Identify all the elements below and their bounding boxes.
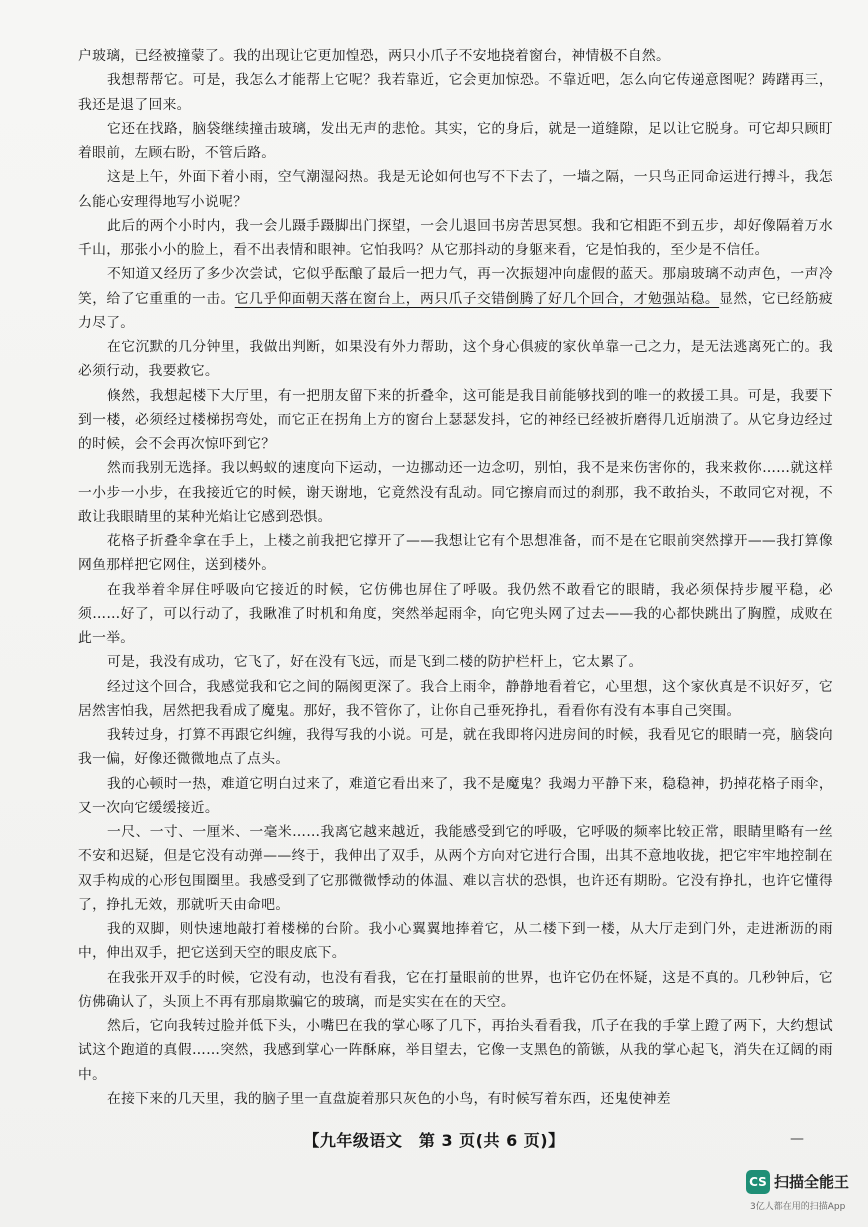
scanner-watermark (746, 1170, 856, 1220)
paragraph-text: 它还在找路，脑袋继续撞击玻璃，发出无声的悲怆。其实，它的身后，就是一道缝隙，足以让它脱身。可它却只顾盯着眼前，左顾右盼，不管后路。 (78, 120, 833, 161)
paragraph (78, 214, 833, 263)
paragraph-text-after: 显然，它已经筋疲力尽了。 (78, 290, 833, 331)
paragraph-text: 在我举着伞屏住呼吸向它接近的时候，它仿佛也屏住了呼吸。我仍然不敢看它的眼睛，我必须保持步履平稳，必须……好了，可以行动了，我瞅准了时机和角度，突然举起雨伞，向它兜头网了过去——我的心都快跳出了胸膛，成败在此一举。 (78, 581, 833, 646)
article-body (78, 44, 833, 1111)
paragraph (78, 529, 833, 578)
paragraph-text: 此后的两个小时内，我一会儿蹑手蹑脚出门探望，一会儿退回书房苦思冥想。我和它相距不到五步，却好像隔着万水千山，那张小小的脸上，看不出表情和眼神。它怕我吗？从它那抖动的身躯来看，它是怕我的，至少是不信任。 (78, 217, 833, 258)
paragraph (78, 723, 833, 772)
watermark-tagline: 3亿人都在用的扫描App (750, 1202, 846, 1212)
paragraph-text: 这是上午，外面下着小雨，空气潮湿闷热。我是无论如何也写不下去了，一墙之隔，一只鸟正同命运进行搏斗，我怎么能心安理得地写小说呢？ (78, 169, 833, 210)
paragraph (78, 456, 833, 529)
paragraph-text: 可是，我没有成功，它飞了，好在没有飞远，而是飞到二楼的防护栏杆上，它太累了。 (106, 654, 643, 671)
paragraph (78, 917, 833, 966)
paragraph-text: 在接下来的几天里，我的脑子里一直盘旋着那只灰色的小鸟，有时候写着东西，还鬼使神差 (106, 1090, 671, 1107)
paragraph-text: 我的心顿时一热，难道它明白过来了，难道它看出来了，我不是魔鬼？我竭力平静下来，稳稳神，扔掉花格子雨伞，又一次向它缓缓接近。 (78, 775, 833, 816)
paragraph-text: 不知道又经历了多少次尝试，它似乎酝酿了最后一把力气，再一次振翅冲向虚假的蓝天。那扇玻璃不动声色，一声冷笑，给了它重重的一击。 (78, 266, 833, 307)
paragraph (78, 820, 833, 917)
paragraph-text: 然后，它向我转过脸并低下头，小嘴巴在我的掌心啄了几下，再抬头看看我，爪子在我的手掌上蹬了两下，大约想试试这个跑道的真假……突然，我感到掌心一阵酥麻，举目望去，它像一支黑色的箭镞，从我的掌心起飞，消失在辽阔的雨中。 (78, 1018, 833, 1083)
underlined-sentence: 它几乎仰面朝天落在窗台上，两只爪子交错倒腾了好几个回合，才勉强站稳。 (234, 290, 720, 307)
paragraph-text: 花格子折叠伞拿在手上，上楼之前我把它撑开了——我想让它有个思想准备，而不是在它眼前突然撑开——我打算像网鱼那样把它网住，送到楼外。 (78, 533, 833, 574)
paragraph (78, 117, 833, 166)
paragraph (78, 1014, 833, 1087)
watermark-app-name: 扫描全能王 (774, 1173, 850, 1191)
paragraph-text: 在它沉默的几分钟里，我做出判断，如果没有外力帮助，这个身心俱疲的家伙单靠一己之力，是无法逃离死亡的。我必须行动，我要救它。 (78, 339, 833, 380)
paragraph (78, 772, 833, 821)
paragraph (78, 68, 833, 117)
paragraph (78, 335, 833, 384)
paragraph (78, 262, 833, 335)
page-footer: 【九年级语文 第 3 页(共 6 页)】 (303, 1131, 565, 1150)
paragraph-text: 倏然，我想起楼下大厅里，有一把朋友留下来的折叠伞，这可能是我目前能够找到的唯一的救援工具。可是，我要下到一楼，必须经过楼梯拐弯处，而它正在拐角上方的窗台上瑟瑟发抖，它的神经已经被折磨得几近崩溃了。从它身边经过的时候，会不会再次惊吓到它？ (78, 387, 833, 452)
paragraph-text: 一尺、一寸、一厘米、一毫米……我离它越来越近，我能感受到它的呼吸，它呼吸的频率比较正常，眼睛里略有一丝不安和迟疑，但是它没有动弹——终于，我伸出了双手，从两个方向对它进行合围，出其不意地收拢，把它牢牢地控制在双手构成的心形包围圈里。我感受到了它那微微悸动的体温、难以言状的恐惧，也许还有期盼。它没有挣扎，也许它懂得了，挣扎无效，那就听天由命吧。 (78, 824, 833, 913)
paragraph (78, 1087, 833, 1111)
paragraph (78, 650, 833, 674)
paragraph (78, 966, 833, 1015)
paragraph (78, 165, 833, 214)
paragraph-text: 户玻璃，已经被撞蒙了。我的出现让它更加惶恐，两只小爪子不安地挠着窗台，神情极不自然。 (78, 48, 671, 64)
paragraph-text: 在我张开双手的时候，它没有动，也没有看我，它在打量眼前的世界，也许它仍在怀疑，这是不真的。几秒钟后，它仿佛确认了，头顶上不再有那扇欺骗它的玻璃，而是实实在在的天空。 (78, 969, 833, 1010)
camscanner-logo-icon: CS (746, 1170, 770, 1194)
footer-dash: — (790, 1131, 804, 1147)
paragraph (78, 384, 833, 457)
paragraph-text: 我想帮帮它。可是，我怎么才能帮上它呢？我若靠近，它会更加惊恐。不靠近吧，怎么向它传递意图呢？踌躇再三，我还是退了回来。 (78, 72, 833, 113)
paragraph (78, 44, 833, 68)
paragraph (78, 578, 833, 651)
paragraph-text: 我的双脚，则快速地敲打着楼梯的台阶。我小心翼翼地捧着它，从二楼下到一楼，从大厅走到门外，走进淅沥的雨中，伸出双手，把它送到天空的眼皮底下。 (78, 921, 833, 962)
paragraph-text: 然而我别无选择。我以蚂蚁的速度向下运动，一边挪动还一边念叨，别怕，我不是来伤害你的，我来救你……就这样一小步一小步，在我接近它的时候，谢天谢地，它竟然没有乱动。同它擦肩而过的刹那，我不敢抬头，不敢同它对视，不敢让我眼睛里的某种光焰让它感到恐惧。 (78, 460, 833, 525)
paragraph (78, 675, 833, 724)
paragraph-text: 我转过身，打算不再跟它纠缠，我得写我的小说。可是，就在我即将闪进房间的时候，我看见它的眼睛一亮，脑袋向我一偏，好像还微微地点了点头。 (78, 727, 833, 768)
paragraph-text: 经过这个回合，我感觉我和它之间的隔阂更深了。我合上雨伞，静静地看着它，心里想，这个家伙真是不识好歹，它居然害怕我，居然把我看成了魔鬼。那好，我不管你了，让你自己垂死挣扎，看看你有没有本事自己突围。 (78, 678, 833, 719)
